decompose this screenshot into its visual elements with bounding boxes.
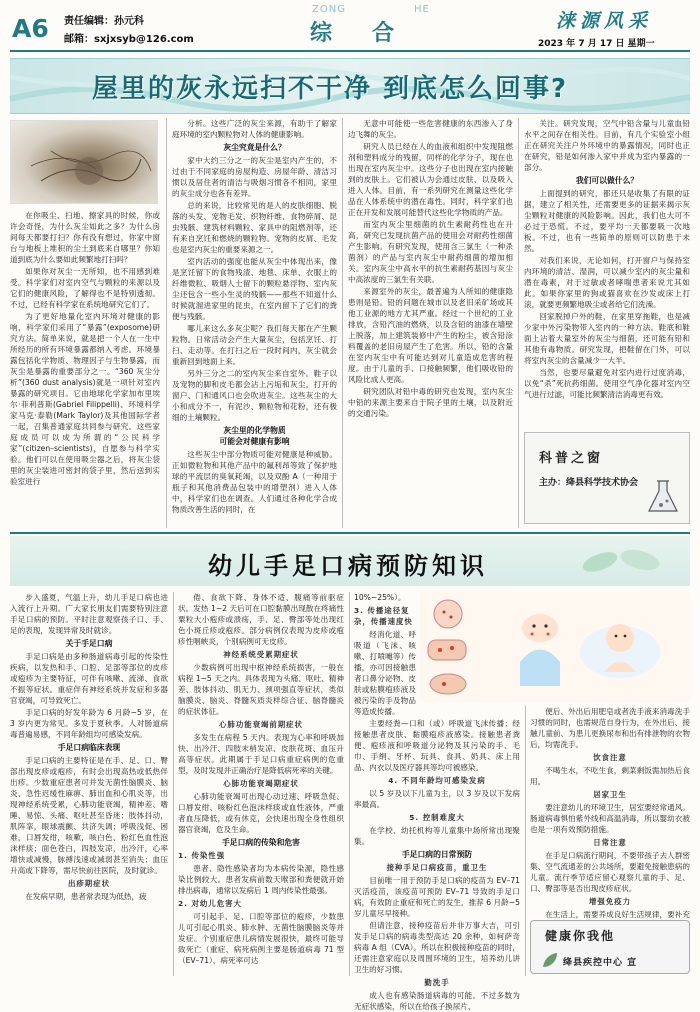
paragraph: 分析。这些广泛的灰尘来源，有助于了解家庭环境的室内颗粒物对人体的健康影响。 — [172, 119, 337, 139]
subheading: 关于手足口病 — [65, 639, 113, 648]
column-rule — [166, 118, 167, 528]
column-rule — [525, 706, 526, 976]
section-divider — [10, 532, 690, 534]
article1-col1 — [10, 210, 160, 528]
paragraph: 当然，也要尽量避免对室内进行过度消毒，以免“杀”死抗药细菌。使用空气净化器对室内空气进行过滤，可能比频繁清洁消毒更有效。 — [524, 368, 690, 399]
subheading: 灰尘里的化学物质 — [223, 426, 286, 435]
paragraph: 多发生在病程 5 天内。表现为心率和呼吸加快、出冷汗、四肢末梢发凉、皮肤花斑、血压升高等症状。此期属于手足口病重症病例的危重型，及时发现并正确治疗是降低病死率的关键。 — [178, 733, 344, 775]
minor-heading: 2. 对幼儿危害大 — [178, 899, 242, 908]
minor-heading: 神经系统受累期症状 — [223, 650, 299, 659]
paragraph: 关注。研究发现，空气中铅含量与儿童血铅水平之间存在相关性。目前，有几个实验室小组正在研究关注户外环境中的暴露情况，同时也正在研究，铅是如何渗入家中并成为室内暴露的一部分。 — [524, 119, 690, 172]
paragraph: 主要经粪—口和（或）呼吸道飞沫传播；经接触患者皮肤、黏膜疱疹液感染。接触患者粪便、疱疹液和呼吸道分泌物及其污染的手、毛巾、手绢、牙杯、玩具、食具、奶具、床上用品、内衣以及医疗器具等均可被感染。 — [354, 719, 520, 772]
paragraph: 步入盛夏，气温上升，幼儿手足口病也进入流行上升期。广大家长朋友们需要特别注意手足口病的预防。平时注意观察孩子口、手、足的表现，发现异常及时就诊。 — [10, 593, 168, 635]
dust-hair-strands — [11, 121, 159, 205]
minor-heading: 3. 传播途径复杂，传播速度快 — [354, 606, 413, 626]
paragraph: 家中大约三分之一的灰尘是室内产生的，不过由于不同家庭的房屋构造、房屋年龄、清洁习惯以及居住者的清洁与吸烟习惯各不相同，家里的灰尘成分也各有差异。 — [172, 156, 337, 198]
paragraph: 为了更好地量化室内环境对健康的影响，科学家们采用了“暴露”(exposome)研究方法。简单来说，就是把一个人在一生中所经历的所有环境暴露都纳入考虑。环境暴露包括化学物质、物理因子与生物暴露，而灰尘是暴露的重要部分之一。“360 灰尘分析”(360 dust analysis)就是一项针对室内暴露的研究项目。它由地球化学家加布里埃尔·菲利普斯(Gabriel Filippelli)、环境科学家马克·泰勒(Mark Taylor)及其他国际学者一起，召集普通家庭共同参与研究。这些家庭成员可以成为所谓的“公民科学家”(citizen–scientists)，自愿参与科学实验。他们可以在使用吸尘器之后，将灰尘袋里的灰尘装进可密封的袋子里，然后送到实验室进行 — [10, 312, 160, 486]
article1-col2 — [172, 118, 337, 528]
paragraph: 以 5 岁及以下儿童为主，以 3 岁及以下发病率最高。 — [354, 789, 520, 809]
paragraph: 经消化道、呼吸道（飞沫、咳嗽、打喷嚏等）传播，亦可因接触患者口鼻分泌物、皮肤或粘膜疱疹液及被污染的手及物品等造成传播。 — [354, 630, 416, 716]
minor-heading: 1. 传染性强 — [178, 851, 226, 860]
paragraph: 哪儿来这么多灰尘呢？我们每天都在产生颗粒物。日常活动会产生大量灰尘，包括烹饪、打扫、走动等。在打扫之后一段时间内，灰尘就会重新回到地面上来。 — [172, 324, 337, 366]
dust-photo — [10, 120, 158, 204]
subheading: 我们可以做什么？ — [575, 176, 639, 185]
paragraph: 而室内灰尘里细菌的抗生素耐药性也在升高，研究已发现抗菌产品的使用会对耐药性细菌产生影响。有研究发现，使用含三氯生（一种杀菌剂）的产品与室内灰尘中耐药细菌的增加相关。室内灰尘中高水平的抗生素耐药基因与灰尘中高浓度的三氯生有关联。 — [348, 220, 513, 284]
subheading: 灰尘究竟是什么？ — [223, 143, 286, 152]
paragraph: 另外三分之二的室内灰尘来自室外。鞋子以及宠物的脚和皮毛都会沾上污垢和灰尘，打开的窗户、门和通风口也会吹进灰尘。这些灰尘的大小和成分不一，有泥沙、颗粒物和花粉，还有极细的土壤颗粒。 — [172, 369, 337, 422]
paragraph: 要注意幼儿的环境卫生，居室要经常通风。肠道病毒惧怕紫外线和高温消毒，所以婴幼衣被也是一项有效预防措施。 — [530, 803, 690, 834]
minor-heading: 饮食注意 — [593, 753, 627, 762]
article2-col4 — [530, 706, 690, 919]
email-line: 邮箱：sxjxsyb@126.com — [64, 34, 194, 45]
paragraph: 在发病早期，患者常表现为低热，疲 — [25, 892, 147, 901]
paragraph: 患者、隐性感染者均为本病传染源，隐性感染比例较大。患者发病前数天喉部和粪便就开始排出病毒，通常以发病后 1 周内传染性最强。 — [178, 864, 344, 895]
paragraph: 手足口病是由多种肠道病毒引起的传染性疾病，以发热和手、口腔、足部等部位的皮疹或疱疹为主要特征，可伴有咳嗽、流涕、食欲不振等症状。重症伴有神经系统并发症和多器官衰竭，可导致死亡。 — [10, 652, 168, 705]
paragraph: 这些灰尘中部分物质可能对健康是种威胁。正如微粒物和其他产品中的氟利昂等致了保护地球的平流层的臭氧耗竭，以及双酚 A（一种用于瓶子和其他消费品包装中的增塑剂）进入人体中，科学家们也在调查。人们通过各种化学合成物质改善生活的同时，在 — [172, 450, 337, 514]
article1-col4 — [524, 118, 690, 426]
article1-title: 屋里的灰永远扫不干净 到底怎么回事? — [92, 74, 569, 104]
article1-title-banner — [10, 58, 690, 114]
subheading: 手足口病临床表现 — [57, 743, 121, 752]
minor-heading: 5. 控制难度大 — [409, 813, 465, 822]
paragraph: 不喝生水，不吃生食，剩菜剩饭需加热后食用。 — [530, 766, 690, 786]
minor-heading: 勤洗手 — [424, 978, 450, 987]
subheading: 手足口病的传染和危害 — [222, 838, 300, 847]
science-window-box — [524, 432, 690, 524]
page-number: A6 — [12, 14, 49, 43]
paragraph: 上面提到的研究，都还只是收集了有限的证据，建立了相关性，还需要更多的证据来揭示灰尘颗粒对健康的风险影响。因此，我们也大可不必过于恐慌。不过，要平均一天都要吸一次地板。不过，也有一些简单的原则可以防患于未然。 — [524, 189, 690, 253]
article2-title-banner — [10, 536, 690, 586]
paragraph: 心肺功能衰竭可出现心动过速、呼吸急促、口唇发绀、咳粉红色泡沫样痰或血性液体，严重者血压降低，或有休克，会快速出现全身性组织器官衰竭，危及生命。 — [178, 792, 344, 834]
paragraph: 手足口病的好发年龄为 6 月龄~5 岁，在 3 岁内更为常见。多发于夏秋季。人对肠道病毒普遍易感，不同年龄组均可感染发病。 — [10, 708, 168, 739]
minor-heading: 心肺功能衰竭期症状 — [223, 779, 299, 788]
column-rule — [173, 592, 174, 976]
section-char-left: 综 — [310, 21, 333, 46]
health-column-box — [530, 920, 690, 974]
leaf-icon — [541, 951, 559, 969]
paragraph: 手足口病的主要特征是在手、足、口、臀部出现皮疹或疱疹，有时会出现高热或低热伴出疹。少数重症患者可并发无菌性脑膜炎、脑炎、急性迟缓性麻痹、肺出血和心肌炎等，出现神经系统受累，心肺功能衰竭，精神差、嗜睡、易惊、头痛、呕吐甚至昏迷；肢体抖动，肌阵挛，眼球震颤、共济失调；呼吸浅促、困难，口唇发绀，咳嗽，咳白色、粉红色血性泡沫样痰；面色苍白，四肢发凉，出冷汗，心率增快或减慢，脉搏浅速或减弱甚至消失；血压升高或下降等，需尽快前往医院，及时就诊。 — [10, 756, 168, 875]
page-header — [0, 0, 700, 55]
article2-col1 — [10, 592, 168, 976]
science-window-title: 科普之窗 — [539, 451, 604, 466]
paragraph: 但请注意，接种疫苗后并非万事大吉，可引发手足口病的病毒类型高达 20 余种，如柯萨奇病毒 A 组（CVA）。所以在积极接种疫苗的同时，还需注意家庭以及周围环境的卫生，培养幼儿讲卫生的好习惯。 — [354, 921, 520, 974]
article1-col3 — [348, 118, 513, 528]
paragraph: 研究团队对铅中毒的研究也发现，室内灰尘中铅的来源主要来自于院子里的土壤，以及附近的交通污染。 — [348, 387, 513, 418]
column-rule — [349, 592, 350, 976]
paragraph: 可引起手、足、口腔等部位的疱疹，少数患儿可引起心肌炎、肺水肿、无菌性脑膜脑炎等并发症。个别重症患儿病情发展很快，最终可能导致死亡（重症、病死病例主要是肠道病毒 71 型（EV–71），病死率可达 — [178, 912, 344, 965]
masthead: 涞源风采 — [556, 10, 653, 32]
paragraph: 如果你对灰尘一无所知，也不用感到难受。科学家们对室内空气与颗粒的来源以及它们的健康风险，了解得也不是特别透彻。不过，已经有科学家在系统地研究它们了。 — [10, 267, 160, 309]
science-window-host: 主办：绛县科学技术协会 — [539, 478, 639, 488]
article2-title: 幼儿手足口病预防知识 — [208, 552, 488, 580]
minor-heading: 接种手足口病疫苗，重卫生 — [386, 863, 488, 872]
paragraph: 在学校、幼托机构等儿童集中场所常出现聚集。 — [354, 826, 520, 846]
paragraph: 在手足口病流行期间，不要带孩子去人群密集、空气流通差的公共场所，要避免接触患病的儿童。流行季节适应留心观察儿童的手、足、口、臀部等是否出现皮疹症状。 — [530, 851, 690, 893]
column-rule — [342, 118, 343, 528]
minor-heading: 增强免疫力 — [589, 897, 631, 906]
paragraph: 便后、外出后用肥皂或者洗手液来消毒洗手习惯的同时，也需规范自身行为，在外出后、接触儿童前、为患儿更换尿布和出有排泄物的衣物后，均需洗手。 — [530, 707, 690, 749]
minor-heading: 居家卫生 — [593, 790, 627, 799]
column-rule — [518, 118, 519, 528]
paragraph: 倦、食欲下降、身体不适、腹痛等前驱症状。发热 1~2 天后可在口腔黏膜出现散在疼痛性粟粒大小疱疹或溃疡，手、足、臀部等处出现红色小斑丘疹或疱疹。部分病例仅表现为皮疹或疱疹性咽峡炎，个别病例可无皮疹。 — [178, 593, 344, 646]
paragraph: 少数病例可出现中枢神经系统损害，一般在病程 1~5 天之内。具体表现为头痛、呕吐、精神差、肢体抖动、肌无力、颈项强直等症状，类似脑膜炎、脑炎、脊髓灰质炎样综合征、脑脊髓炎的症状体征。 — [178, 663, 344, 716]
health-column-host: 绛县疾控中心 宣 — [563, 958, 638, 968]
editor-line: 责任编辑：孙元科 — [64, 16, 144, 27]
paragraph: 研究人员已经在人的血液和组织中发现阻燃剂和塑料成分的残留，同样的化学分子，现在也出现在室内灰尘中。这些分子也出现在室内接触到的皮肤上。它们被认为会通过皮肤、以及吸入进入人体。目前，有一系列研究在测量这些化学品在人体系统中的潜在毒性。同时，科学家们也正在开发和发展可能替代这些化学物质的产品。 — [348, 142, 513, 217]
section-char-right: 合 — [372, 21, 395, 46]
section-pinyin-right: HE — [414, 4, 430, 15]
issue-date: 2023 年 7 月 17 日 星期一 — [538, 39, 655, 49]
section-pinyin-left: ZONG — [312, 4, 346, 15]
paragraph: 来源室外的灰尘，最普遍为人所知的健康隐患则是铅。铅的问题在城市以及老旧采矿场或其他工业源的地方尤其严重。经过一个世纪的工业排放，含铅汽油的燃烧，以及含铅的油漆在墙壁上脱落，加上建筑装修中产生的粉尘，被含铅涂料覆盖的老旧房屋产生了危害。所以，铅的含量在室内灰尘中有可能达到对儿童造成危害的程度。由于儿童的手、口接触频繁，他们吸收铅的风险比成人更高。 — [348, 287, 513, 384]
paragraph: 成人也有感染肠道病毒的可能。不过多数为无症状感染，所以在给孩子换尿片、 — [354, 991, 520, 1011]
paragraph: 目前唯一用于预防手足口病的疫苗为 EV–71 灭活疫苗，该疫苗可预防 EV–71 导致的手足口病，有效防止重症和死亡的发生，推荐 6 月龄~5 岁儿童尽早接种。 — [354, 876, 520, 918]
paragraph: 10%~25%）。 — [354, 593, 406, 602]
banner-leaf-decoration — [570, 540, 680, 584]
minor-heading: 出疹期症状 — [68, 879, 110, 888]
paragraph: 室内活动的强度也能从灰尘中体现出来，像是烹饪留下的食物残渣、地毯、床单、衣服上的纤维微粒、吸烟人士留下的颗粒悬浮物、室内灰尘还包含一些小生灵的残骸——那些不知道什么时候就溜进家里的昆虫，在室内留下了它们的粪便与残骸。 — [172, 257, 337, 321]
health-column-title: 健康你我他 — [545, 929, 616, 943]
paragraph: 无意中可能使一些危害健康的东西渗入了身边飞舞的灰尘。 — [348, 119, 513, 139]
article2-col2 — [178, 592, 344, 976]
flask-icon — [643, 477, 683, 517]
header-rule — [10, 50, 690, 52]
subheading: 手足口病的日常预防 — [401, 850, 473, 859]
article2-col3 — [354, 592, 520, 1011]
paragraph: 在生活上，需要养成良好生活规律，要补充 — [545, 910, 690, 919]
minor-heading: 日常注意 — [593, 838, 627, 847]
paragraph: 总的来说，比较常见的是人的皮肤细胞、脱落的头发、宠物毛发、织物纤维、食物碎屑、昆虫残骸、建筑材料颗粒、家具中的阻燃剂等，还有来自烹饪和燃烧的颗粒物。宠物的皮屑、毛发也是室内灰尘的重要来源之一。 — [172, 201, 337, 254]
minor-heading: 4. 不同年龄均可感染发病 — [388, 776, 486, 785]
paragraph: 在你吸尘、扫地、擦家具的时候，你或许会奇怪，为什么灰尘如此之多？为什么房间每天都要打扫？你有没有想过，你家中窗台与地板上堆积的尘土到底来自哪里？你知道到底为什么要如此频繁地打扫吗？ — [10, 211, 160, 264]
paragraph: 对我们来说，无论如何，打开窗户与保持室内环境的清洁、湿润，可以减少室内的灰尘量和潜在毒素，对于过敏或者哮喘患者来说尤其如此。如果你家里的狗或猫喜欢在沙发或床上打滚，就要更频繁地吸尘或者给它们洗澡。 — [524, 256, 690, 309]
subheading: 可能会对健康有影响 — [219, 437, 290, 446]
paragraph: 回家脱掉户外的鞋，在家里穿拖鞋，也是减少家中外污染物带入室内的一种方法。鞋底和鞋面上沾着大量室外的灰尘与细菌，还可能有铅和其他有毒物质。研究发现，把鞋留在门外，可以将室内灰尘的含量减少一大半。 — [524, 312, 690, 365]
minor-heading: 心肺功能衰竭前期症状 — [219, 720, 303, 729]
